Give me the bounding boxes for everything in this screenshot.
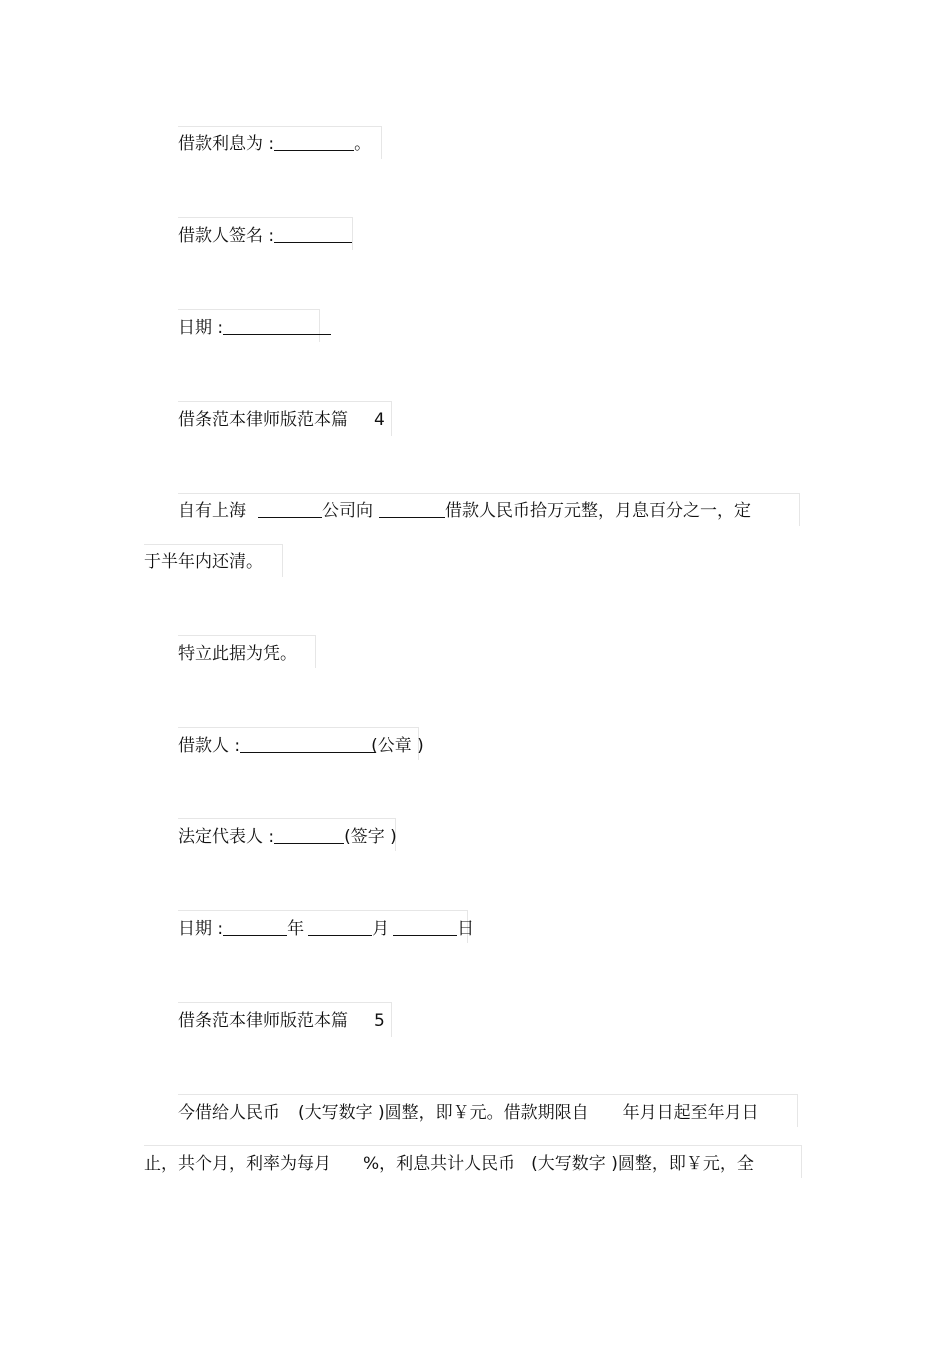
year-blank [223,919,287,936]
colon: : [212,318,224,338]
signature-label: 借款人签名 [178,226,263,246]
colon: : [229,736,241,756]
para-text: 年月日起至年月日 [622,1103,759,1123]
para-text: 借款人民币拾万元整，月息百分之一，定 [445,501,751,521]
paragraph-4-line-1 [178,500,751,522]
year-label: 年 [287,919,305,939]
date-line [178,317,331,339]
colon: : [263,134,275,154]
date-label: 日期 [178,318,212,338]
para-text: (大写数字 )圆整，即￥元。借款期限自 [298,1103,589,1123]
legal-rep-blank [274,827,344,844]
para-text: 今借给人民币 [178,1103,280,1123]
interest-blank [274,134,354,151]
witness-text: 特立此据为凭。 [178,644,297,664]
date-ymd-line [178,918,474,940]
section-title: 借条范本律师版范本篇 [178,410,348,430]
witness-line [178,643,297,665]
section-heading-4 [178,409,385,431]
section-heading-5 [178,1010,385,1032]
day-blank [393,919,457,936]
legal-rep-line [178,826,397,848]
date-blank [223,318,331,335]
interest-line [178,133,371,155]
date-label: 日期 [178,919,212,939]
colon: : [212,919,224,939]
colon: : [263,226,275,246]
borrower-label: 借款人 [178,736,229,756]
lender-blank [379,501,445,518]
seal-note: (公章 ) [371,736,424,756]
month-blank [308,919,372,936]
section-number: 5 [374,1011,385,1031]
signature-note: (签字 ) [344,827,397,847]
interest-end: 。 [354,134,372,154]
para-text: (大写数字 )圆整，即￥元，全 [531,1154,754,1174]
borrower-line [178,735,424,757]
para-text: 止，共个月，利率为每月 [144,1154,331,1174]
para-text: %，利息共计人民币 [363,1154,516,1174]
borrower-blank [240,736,375,753]
colon: : [263,827,275,847]
signature-blank [274,226,352,243]
paragraph-5-line-2 [144,1153,754,1175]
company-blank [258,501,322,518]
para-text: 于半年内还清。 [144,552,263,572]
paragraph-5-line-1 [178,1102,759,1124]
legal-rep-label: 法定代表人 [178,827,263,847]
para-text: 自有上海 [178,501,246,521]
para-text: 公司向 [322,501,373,521]
paragraph-4-line-2 [144,551,263,573]
interest-label: 借款利息为 [178,134,263,154]
signature-line [178,225,352,247]
month-label: 月 [372,919,390,939]
section-title: 借条范本律师版范本篇 [178,1011,348,1031]
day-label: 日 [457,919,475,939]
section-number: 4 [374,410,385,430]
